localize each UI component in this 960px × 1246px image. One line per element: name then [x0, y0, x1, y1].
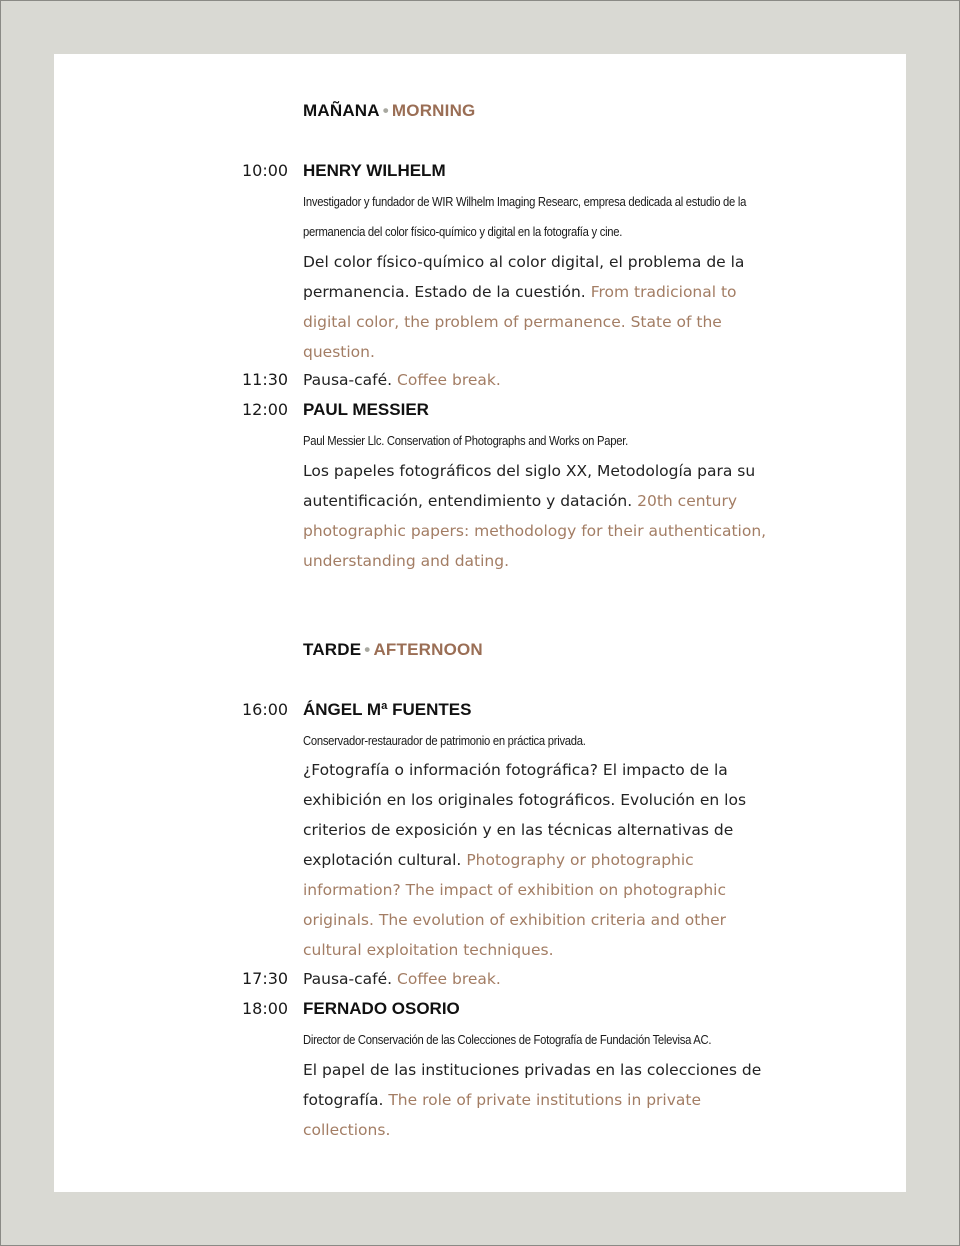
talk-title-es: Los papeles fotográficos del siglo XX, Metodología para su autentificación, entendimiento y datación. [303, 462, 756, 510]
talk-title-es: Del color físico-químico al color digital, el problema de la permanencia. Estado de la cuestión. [303, 253, 745, 301]
time-label: 16:00 [242, 700, 289, 719]
talk-title-en: Photography or photographic information? The impact of exhibition on photographic originals. The evolution of exhibition criteria and other cultural exploitation techniques. [303, 851, 727, 959]
section-heading-morning [303, 101, 475, 121]
time-label: 11:30 [242, 370, 289, 389]
heading-es: TARDE [303, 640, 362, 659]
heading-en: MORNING [391, 101, 476, 120]
speaker-affiliation: Investigador y fundador de WIR Wilhelm Imaging Researc, empresa dedicada al estudio de la permanencia del color físico-químico y digital en la fotografía y cine. [303, 195, 747, 239]
heading-separator: • [382, 101, 389, 120]
coffee-break [303, 969, 501, 989]
speaker-name: FERNADO OSORIO [303, 999, 460, 1018]
heading-es: MAÑANA [303, 101, 380, 120]
time-label: 17:30 [242, 969, 289, 988]
speaker-affiliation: Director de Conservación de las Colecciones de Fotografía de Fundación Televisa AC. [303, 1033, 712, 1047]
time-label: 12:00 [242, 400, 289, 419]
speaker-affiliation: Paul Messier Llc. Conservation of Photographs and Works on Paper. [303, 434, 628, 448]
talk-title [303, 456, 783, 576]
talk-title-es: El papel de las instituciones privadas en las colecciones de fotografía. [303, 1061, 762, 1109]
talk-title [303, 1055, 783, 1145]
heading-separator: • [364, 640, 371, 659]
speaker-name: ÁNGEL Mª FUENTES [303, 700, 472, 719]
break-es: Pausa-café. [303, 970, 393, 988]
break-en: Coffee break. [397, 371, 501, 389]
talk-title-en: The role of private institutions in private collections. [303, 1091, 702, 1139]
heading-en: AFTERNOON [373, 640, 483, 659]
talk-title-en: From tradicional to digital color, the problem of permanence. State of the question. [303, 283, 737, 361]
speaker-affiliation: Conservador-restaurador de patrimonio en práctica privada. [303, 734, 586, 748]
talk-title-es: ¿Fotografía o información fotográfica? El impacto de la exhibición en los originales fotográficos. Evolución en los criterios de exposición y en las técnicas alternativas de explotación cultural. [303, 761, 747, 869]
break-es: Pausa-café. [303, 371, 393, 389]
time-label: 18:00 [242, 999, 289, 1018]
coffee-break [303, 370, 501, 390]
speaker-name: PAUL MESSIER [303, 400, 429, 419]
break-en: Coffee break. [397, 970, 501, 988]
program-page [54, 54, 906, 1192]
talk-title [303, 755, 783, 965]
section-heading-afternoon [303, 640, 483, 660]
time-label: 10:00 [242, 161, 289, 180]
talk-title-en: 20th century photographic papers: methodology for their authentication, understanding and dating. [303, 492, 767, 570]
speaker-name: HENRY WILHELM [303, 161, 446, 180]
talk-title [303, 247, 783, 367]
